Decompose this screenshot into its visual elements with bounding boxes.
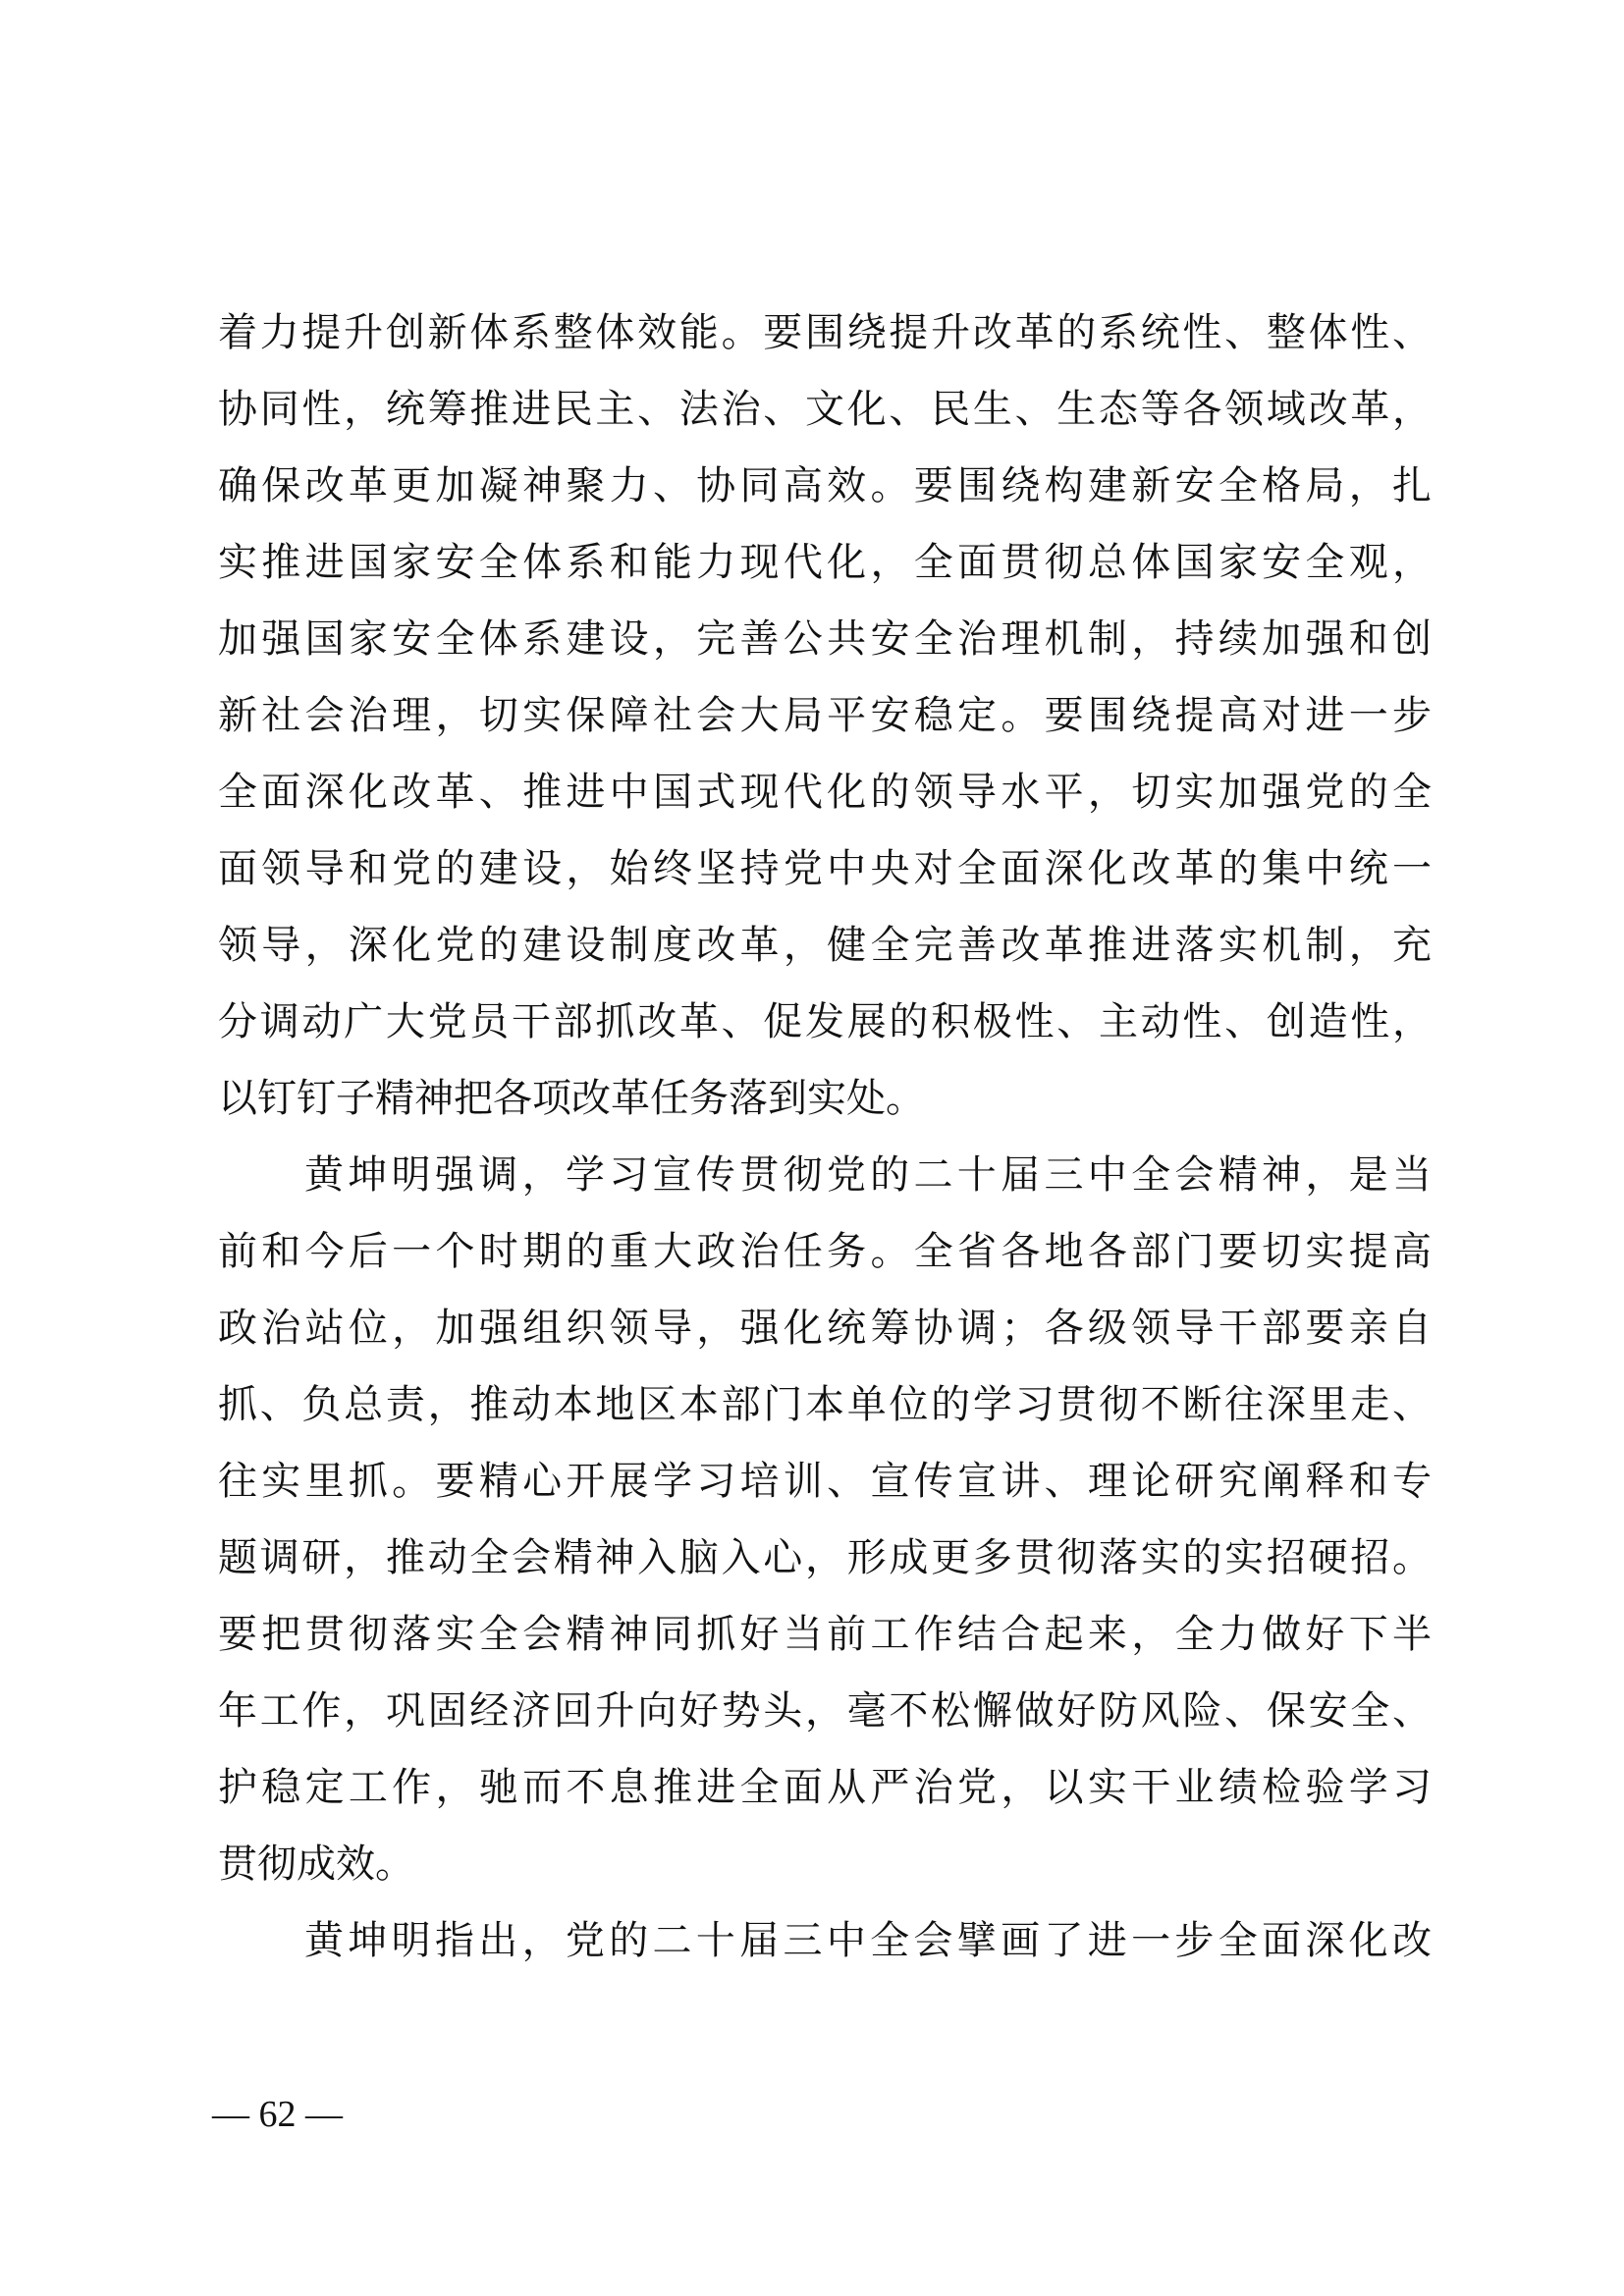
paragraph-first-line: 黄坤明指出，党的二十届三中全会擘画了进一步全面深化改 [304, 1918, 1432, 1963]
text-line: 协同性，统筹推进民主、法治、文化、民生、生态等各领域改革， [218, 387, 1432, 432]
text-line: 加强国家安全体系建设，完善公共安全治理机制，持续加强和创 [218, 616, 1432, 662]
text-line: 要把贯彻落实全会精神同抓好当前工作结合起来，全力做好下半 [218, 1612, 1432, 1657]
text-line: 全面深化改革、推进中国式现代化的领导水平，切实加强党的全 [218, 770, 1432, 815]
text-line: 贯彻成效。 [218, 1842, 414, 1887]
text-line: 确保改革更加凝神聚力、协同高效。要围绕构建新安全格局，扎 [218, 463, 1432, 508]
text-line: 分调动广大党员干部抓改革、促发展的积极性、主动性、创造性， [218, 999, 1432, 1044]
text-line: 前和今后一个时期的重大政治任务。全省各地各部门要切实提高 [218, 1229, 1432, 1274]
text-line: 往实里抓。要精心开展学习培训、宣传宣讲、理论研究阐释和专 [218, 1459, 1432, 1504]
text-line: 题调研，推动全会精神入脑入心，形成更多贯彻落实的实招硬招。 [218, 1535, 1432, 1580]
text-line: 新社会治理，切实保障社会大局平安稳定。要围绕提高对进一步 [218, 693, 1432, 738]
text-line: 护稳定工作，驰而不息推进全面从严治党，以实干业绩检验学习 [218, 1765, 1432, 1810]
text-line: 年工作，巩固经济回升向好势头，毫不松懈做好防风险、保安全、 [218, 1688, 1432, 1734]
body-text [218, 294, 1432, 1979]
page-number: — 62 — [212, 2094, 343, 2135]
text-line: 政治站位，加强组织领导，强化统筹协调；各级领导干部要亲自 [218, 1306, 1432, 1351]
text-line: 抓、负总责，推动本地区本部门本单位的学习贯彻不断往深里走、 [218, 1382, 1432, 1427]
text-line: 实推进国家安全体系和能力现代化，全面贯彻总体国家安全观， [218, 540, 1432, 585]
text-line: 着力提升创新体系整体效能。要围绕提升改革的系统性、整体性、 [218, 310, 1432, 355]
text-line: 以钉钉子精神把各项改革任务落到实处。 [218, 1076, 925, 1121]
text-line: 面领导和党的建设，始终坚持党中央对全面深化改革的集中统一 [218, 846, 1432, 891]
paragraph-first-line: 黄坤明强调，学习宣传贯彻党的二十届三中全会精神，是当 [304, 1152, 1432, 1198]
text-line: 领导，深化党的建设制度改革，健全完善改革推进落实机制，充 [218, 923, 1432, 968]
